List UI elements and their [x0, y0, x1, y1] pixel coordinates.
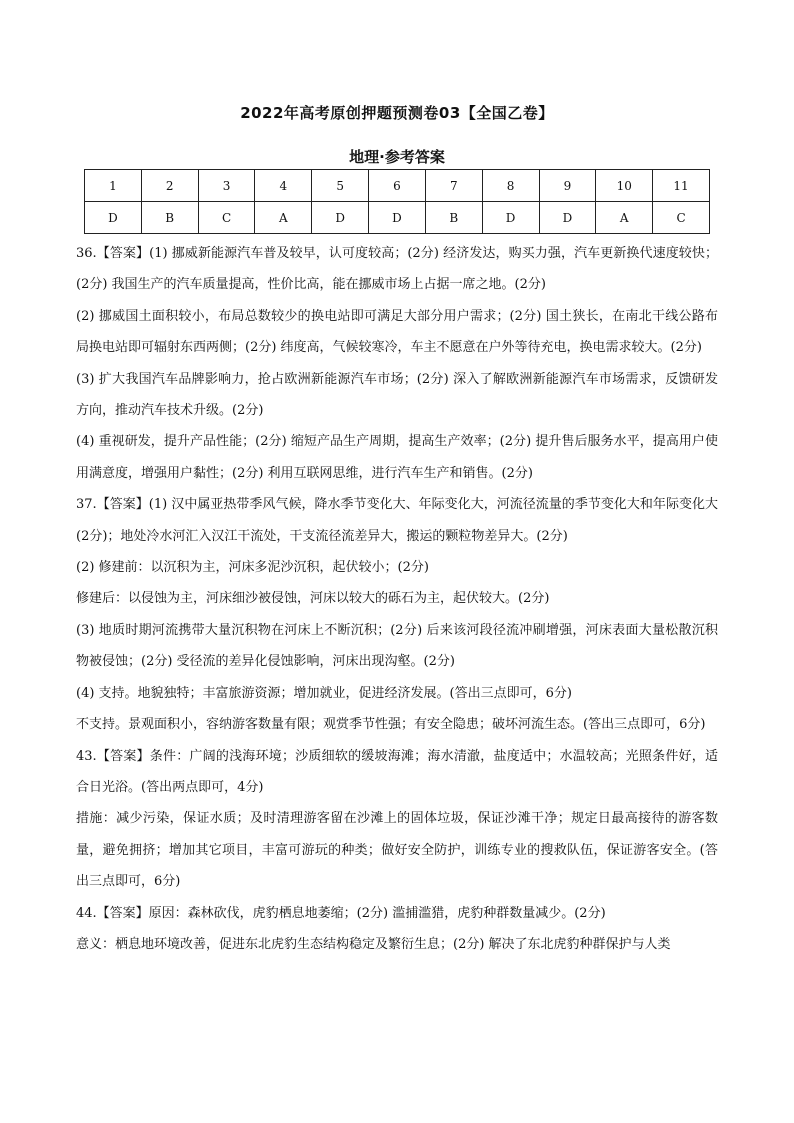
answer-cell: D [85, 202, 142, 234]
answer-paragraph-q36-3: (3) 扩大我国汽车品牌影响力，抢占欧洲新能源汽车市场；(2分) 深入了解欧洲新能源汽车市场需求，反馈研发方向，推动汽车技术升级。(2分) [76, 371, 718, 419]
answer-cell: C [198, 202, 255, 234]
answer-paragraph-q37-4b: 不支持。景观面积小，容纳游客数量有限；观赏季节性强；有安全隐患；破坏河流生态。(答出三点即可，6分) [76, 717, 706, 733]
answer-cell: A [596, 202, 653, 234]
answer-cell: D [482, 202, 539, 234]
question-number-cell: 2 [141, 170, 198, 202]
answer-cell: D [369, 202, 426, 234]
document-title: 2022年高考原创押题预测卷03【全国乙卷】 [240, 104, 554, 122]
answer-paragraph-q43-1: 43.【答案】条件：广阔的浅海环境；沙质细软的缓坡海滩；海水清澈，盐度适中；水温较高；光照条件好，适合日光浴。(答出两点即可，4分) [76, 748, 718, 795]
answer-cell: D [539, 202, 596, 234]
question-number-cell: 4 [255, 170, 312, 202]
answer-paragraph-q43-2: 措施：减少污染，保证水质；及时清理游客留在沙滩上的固体垃圾，保证沙滩干净；规定日最高接待的游客数量，避免拥挤；增加其它项目，丰富可游玩的种类；做好安全防护，训练专业的搜救队伍，保证游客安全。(答出三点即可，6分) [76, 811, 718, 890]
answer-paragraph-q44-1: 44.【答案】原因：森林砍伐，虎豹栖息地萎缩；(2分) 滥捕滥猎，虎豹种群数量减少。(2分) [76, 905, 606, 921]
question-number-cell: 5 [312, 170, 369, 202]
question-number-cell: 7 [425, 170, 482, 202]
answer-table-answer-row [85, 202, 710, 234]
answer-cell: A [255, 202, 312, 234]
answer-paragraph-q37-1: 37.【答案】(1) 汉中属亚热带季风气候，降水季节变化大、年际变化大，河流径流量的季节变化大和年际变化大(2分)；地处冷水河汇入汉江干流处，干支流径流差异大，搬运的颗粒物差异大。(2分) [76, 497, 718, 544]
answer-paragraph-q36-2: (2) 挪威国土面积较小，布局总数较少的换电站即可满足大部分用户需求；(2分) 国土狭长，在南北干线公路布局换电站即可辐射东西两侧；(2分) 纬度高，气候较寒冷，车主不愿意在户外等待充电，换电需求较大。(2分) [76, 308, 718, 356]
answer-cell: D [312, 202, 369, 234]
question-number-cell: 9 [539, 170, 596, 202]
answer-cell: B [141, 202, 198, 234]
answer-paragraph-q36-1: 36.【答案】(1) 挪威新能源汽车普及较早，认可度较高；(2分) 经济发达，购买力强，汽车更新换代速度较快；(2分) 我国生产的汽车质量提高，性价比高，能在挪威市场上占据一席之地。(2分) [76, 246, 718, 293]
question-number-cell: 1 [85, 170, 142, 202]
question-number-cell: 10 [596, 170, 653, 202]
answer-paragraph-q37-4a: (4) 支持。地貌独特；丰富旅游资源；增加就业，促进经济发展。(答出三点即可，6分) [76, 685, 572, 701]
answer-table-number-row [85, 170, 710, 202]
answer-paragraph-q37-2a: (2) 修建前：以沉积为主，河床多泥沙沉积，起伏较小；(2分) [76, 560, 429, 576]
question-number-cell: 3 [198, 170, 255, 202]
answer-paragraph-q36-4: (4) 重视研发，提升产品性能；(2分) 缩短产品生产周期，提高生产效率；(2分) 提升售后服务水平，提高用户使用满意度，增强用户黏性；(2分) 利用互联网思维，进行汽车生产和销售。(2分) [76, 434, 718, 481]
answer-paragraph-q44-2: 意义：栖息地环境改善，促进东北虎豹生态结构稳定及繁衍生息；(2分) 解决了东北虎豹种群保护与人类 [76, 936, 671, 952]
answer-cell: C [653, 202, 710, 234]
answer-paragraph-q37-3: (3) 地质时期河流携带大量沉积物在河床上不断沉积；(2分) 后来该河段径流冲刷增强，河床表面大量松散沉积物被侵蚀；(2分) 受径流的差异化侵蚀影响，河床出现沟壑。(2分) [76, 622, 718, 670]
question-number-cell: 6 [369, 170, 426, 202]
answer-paragraph-q37-2b: 修建后：以侵蚀为主，河床细沙被侵蚀，河床以较大的砾石为主，起伏较大。(2分) [76, 591, 550, 607]
answer-cell: B [425, 202, 482, 234]
document-subtitle: 地理·参考答案 [349, 148, 445, 166]
question-number-cell: 11 [653, 170, 710, 202]
answer-body [76, 238, 718, 960]
answer-table [84, 169, 710, 234]
question-number-cell: 8 [482, 170, 539, 202]
